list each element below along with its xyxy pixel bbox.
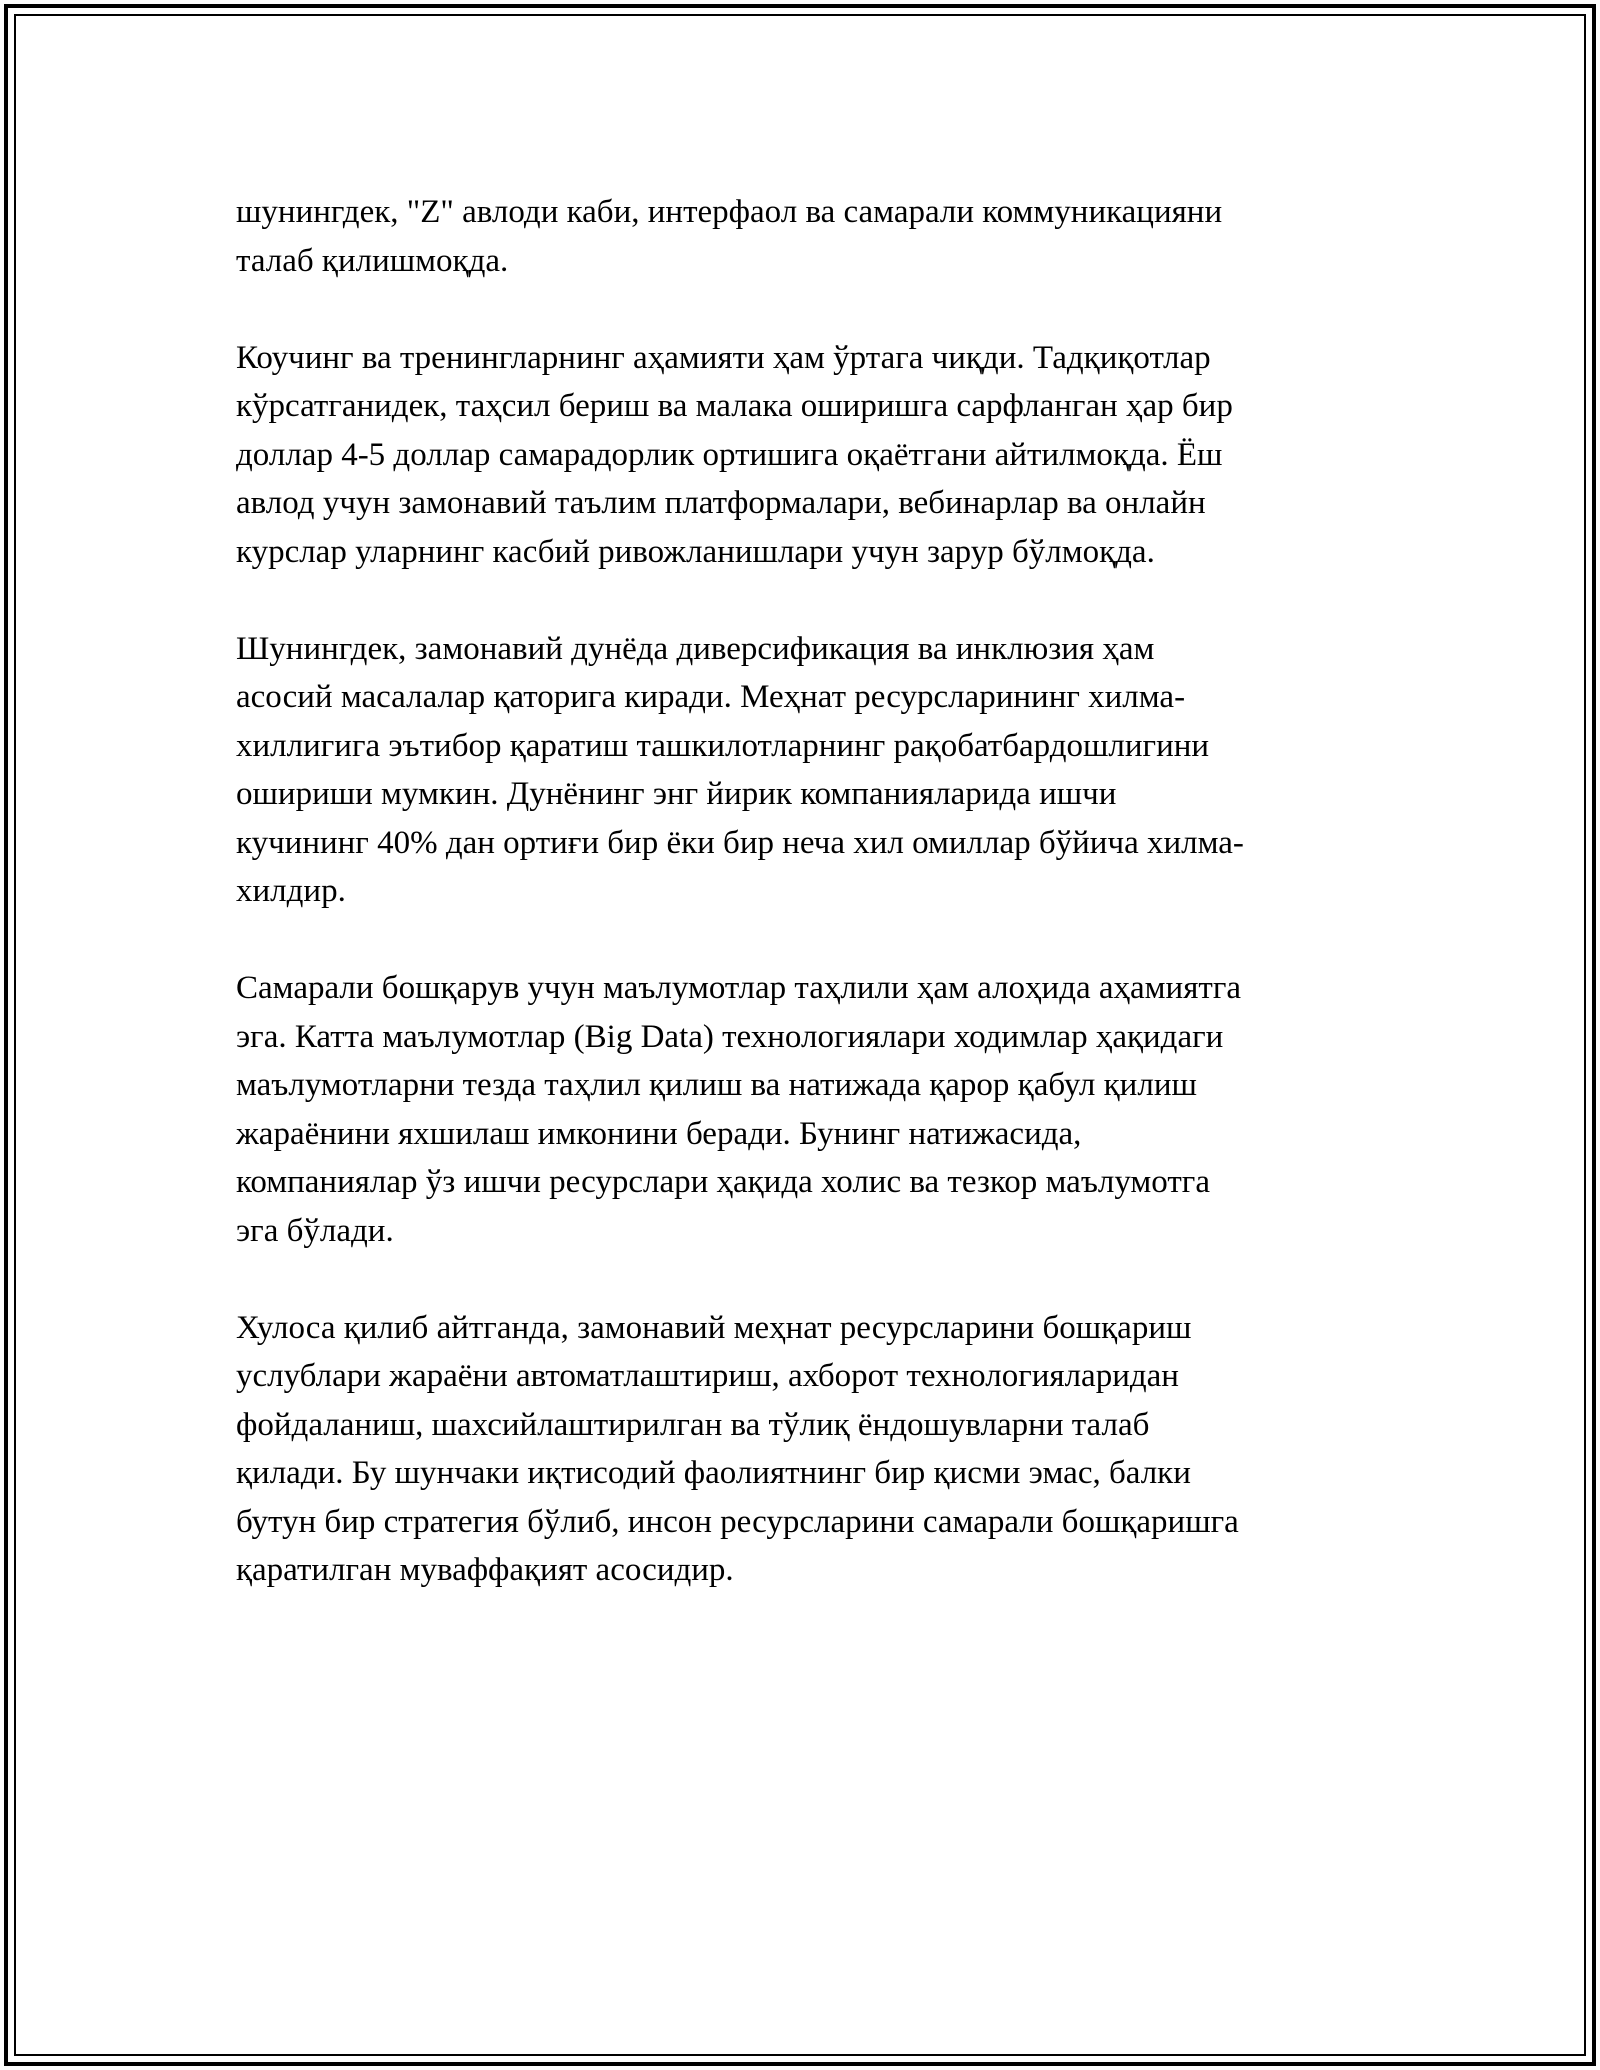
text-line: қилади. Бу шунчаки иқтисодий фаолиятнинг бир қисми эмас, балки (236, 1455, 1191, 1491)
text-line: Самарали бошқарув учун маълумотлар таҳлили ҳам алоҳида аҳамиятга (236, 970, 1242, 1006)
text-line: компаниялар ўз ишчи ресурслари ҳақида холис ва тезкор маълумотга (236, 1164, 1210, 1200)
text-line: эга бўлади. (236, 1212, 394, 1249)
text-line: кучининг 40% дан ортиғи бир ёки бир неча хил омиллар бўйича хилма- (236, 824, 1244, 861)
text-line: маълумотларни тезда таҳлил қилиш ва натижада қарор қабул қилиш (236, 1067, 1197, 1103)
text-line: шунингдек, "Z" авлоди каби, интерфаол ва самарали коммуникацияни (236, 194, 1223, 230)
text-line: қаратилган муваффақият асосидир. (236, 1552, 734, 1588)
text-line: ошириши мумкин. Дунёнинг энг йирик компанияларида ишчи (236, 776, 1117, 812)
text-line: жараёнини яхшилаш имконини беради. Бунинг натижасида, (236, 1115, 1082, 1152)
text-line: авлод учун замонавий таълим платформалари, вебинарлар ва онлайн (236, 485, 1206, 521)
text-line: Коучинг ва тренингларнинг аҳамияти ҳам ўртага чиқди. Тадқиқотлар (236, 339, 1211, 376)
paragraph-3 (236, 625, 1366, 916)
text-line: бутун бир стратегия бўлиб, инсон ресурсларини самарали бошқаришга (236, 1503, 1239, 1540)
text-line: эга. Катта маълумотлар (Big Data) технологиялари ходимлар ҳақидаги (236, 1018, 1224, 1055)
text-line: услублари жараёни автоматлаштириш, ахборот технологияларидан (236, 1358, 1179, 1394)
document-body (236, 188, 1366, 1595)
paragraph-5 (236, 1304, 1366, 1595)
text-line: курслар уларнинг касбий ривожланишлари учун зарур бўлмоқда. (236, 533, 1155, 570)
text-line: Хулоса қилиб айтганда, замонавий меҳнат ресурсларини бошқариш (236, 1309, 1192, 1346)
paragraph-4 (236, 964, 1366, 1255)
text-line: Шунингдек, замонавий дунёда диверсификация ва инклюзия ҳам (236, 630, 1155, 667)
text-line: кўрсатганидек, таҳсил бериш ва малака оширишга сарфланган ҳар бир (236, 388, 1233, 424)
text-line: хиллигига эътибор қаратиш ташкилотларнинг рақобатбардошлигини (236, 727, 1210, 764)
text-line: хилдир. (236, 873, 346, 909)
text-line: доллар 4-5 доллар самарадорлик ортишига оқаётгани айтилмоқда. Ёш (236, 436, 1223, 473)
paragraph-1 (236, 188, 1366, 285)
text-line: асосий масалалар қаторига киради. Меҳнат ресурсларининг хилма- (236, 679, 1186, 715)
text-line: талаб қилишмоқда. (236, 242, 509, 279)
text-line: фойдаланиш, шахсийлаштирилган ва тўлиқ ёндошувларни талаб (236, 1406, 1150, 1443)
paragraph-2 (236, 334, 1366, 577)
